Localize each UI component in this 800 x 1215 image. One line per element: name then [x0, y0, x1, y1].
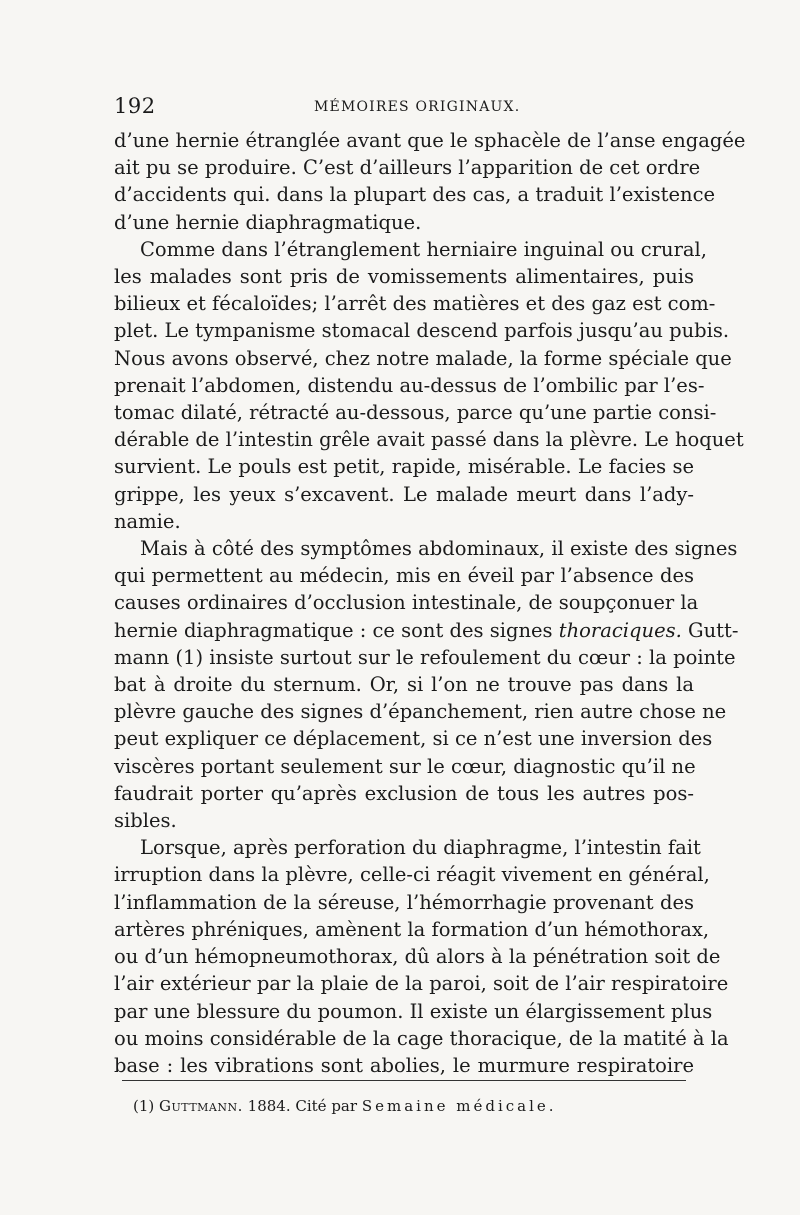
text-line: prenait l’abdomen, distendu au-dessus de l’ombilic par l’es- — [114, 373, 705, 397]
body-text — [114, 127, 746, 1079]
text-line-with-emphasis — [114, 617, 739, 644]
text-line: tomac dilaté, rétracté au-dessous, parce qu’une partie consi- — [114, 401, 717, 425]
paragraph-start-line: Comme dans l’étranglement herniaire inguinal ou crural, — [140, 237, 707, 261]
text-line: namie. — [114, 509, 181, 533]
text-line: plèvre gauche des signes d’épanchement, rien autre chose ne — [114, 700, 727, 724]
footnote-marker: (1) — [133, 1097, 155, 1115]
text-line: par une blessure du poumon. Il existe un élargissement plus — [114, 999, 713, 1023]
text-line: bilieux et fécaloïdes; l’arrêt des matières et des gaz est com- — [114, 292, 716, 316]
text-line: l’inflammation de la séreuse, l’hémorrhagie provenant des — [114, 890, 694, 914]
page-number: 192 — [114, 94, 156, 118]
text-line: sibles. — [114, 809, 177, 833]
text-line: dérable de l’intestin grêle avait passé dans la plèvre. Le hoquet — [114, 428, 744, 452]
text-line: faudrait porter qu’après exclusion de tous les autres pos- — [114, 781, 694, 805]
paragraph-start-line: Mais à côté des symptômes abdominaux, il existe des signes — [140, 537, 738, 561]
footnote — [133, 1097, 693, 1115]
text-line: base : les vibrations sont abolies, le murmure respiratoire — [114, 1053, 694, 1077]
text-line: causes ordinaires d’occlusion intestinale, de soupçonuer la — [114, 591, 699, 615]
text-line: artères phréniques, amènent la formation d’un hémothorax, — [114, 917, 710, 941]
text-line: l’air extérieur par la plaie de la paroi, soit de l’air respiratoire — [114, 972, 729, 996]
text-line: qui permettent au médecin, mis en éveil par l’absence des — [114, 564, 694, 588]
emphasis-text: thoraciques. — [558, 618, 682, 642]
text-line: les malades sont pris de vomissements alimentaires, puis — [114, 265, 694, 289]
text-line: ou d’un hémopneumothorax, dû alors à la pénétration soit de — [114, 945, 721, 969]
paragraph-start-line: Lorsque, après perforation du diaphragme, l’intestin fait — [140, 836, 701, 860]
text-line: survient. Le pouls est petit, rapide, misérable. Le facies se — [114, 455, 694, 479]
text-line: ou moins considérable de la cage thoracique, de la matité à la — [114, 1026, 729, 1050]
text-segment: hernie diaphragmatique : ce sont des signes — [114, 618, 553, 642]
text-line: peut expliquer ce déplacement, si ce n’est une inversion des — [114, 727, 713, 751]
text-line: mann (1) insiste surtout sur le refoulement du cœur : la pointe — [114, 645, 736, 669]
footnote-divider — [122, 1080, 686, 1081]
footnote-source: Semaine médicale. — [361, 1097, 557, 1115]
footnote-text: 1884. Cité par — [247, 1097, 358, 1115]
text-line: Nous avons observé, chez notre malade, la forme spéciale que — [114, 346, 732, 370]
text-line: irruption dans la plèvre, celle-ci réagit vivement en général, — [114, 863, 710, 887]
text-line: viscères portant seulement sur le cœur, diagnostic qu’il ne — [114, 754, 696, 778]
text-line: grippe, les yeux s’excavent. Le malade meurt dans l’ady- — [114, 482, 694, 506]
text-line: ait pu se produire. C’est d’ailleurs l’apparition de cet ordre — [114, 156, 701, 180]
text-line: d’une hernie diaphragmatique. — [114, 210, 422, 234]
running-title: MÉMOIRES ORIGINAUX. — [314, 99, 521, 115]
text-line: plet. Le tympanisme stomacal descend parfois jusqu’au pubis. — [114, 319, 730, 343]
text-line: bat à droite du sternum. Or, si l’on ne trouve pas dans la — [114, 673, 694, 697]
footnote-author: Guttmann. — [159, 1097, 243, 1115]
text-line: d’une hernie étranglée avant que le sphacèle de l’anse engagée — [114, 129, 746, 152]
page-header — [114, 94, 694, 124]
text-line: d’accidents qui. dans la plupart des cas, a traduit l’existence — [114, 183, 716, 207]
text-segment: Gutt- — [688, 618, 739, 642]
